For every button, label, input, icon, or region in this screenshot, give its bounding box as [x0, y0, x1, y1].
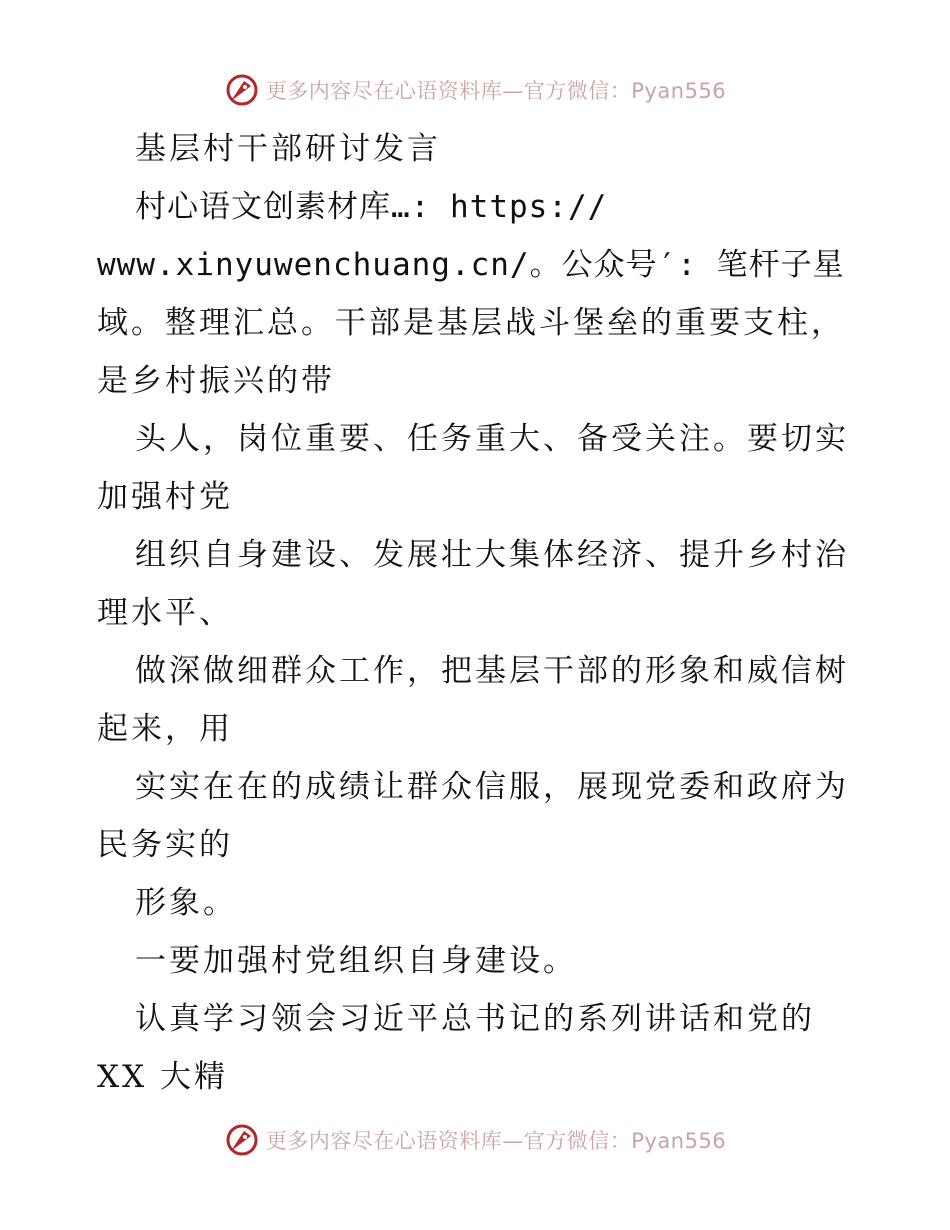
text-line: 起来，用 — [97, 711, 233, 747]
pen-nib-logo-icon — [224, 72, 260, 108]
document-title: 基层村干部研讨发言 — [135, 131, 441, 167]
text-line: 是乡村振兴的带 — [97, 363, 335, 399]
section-heading: 一要加强村党组织自身建设。 — [135, 943, 577, 979]
text-line: 民务实的 — [97, 827, 233, 863]
text-line: 组织自身建设、发展壮大集体经济、提升乡村治 — [135, 537, 849, 573]
text-line: 理水平、 — [97, 595, 233, 631]
watermark-banner-bottom — [0, 1120, 950, 1160]
text-line: 村心语文创素材库…: https:// — [135, 189, 608, 225]
watermark-text: 更多内容尽在心语资料库—官方微信：Pyan556 — [265, 1129, 727, 1153]
pen-nib-logo-icon — [224, 1122, 260, 1158]
text-line: 做深做细群众工作，把基层干部的形象和威信树 — [135, 653, 849, 689]
text-line: 形象。 — [135, 885, 237, 921]
document-body — [97, 120, 857, 1106]
text-line: 头人，岗位重要、任务重大、备受关注。要切实 — [135, 421, 849, 457]
text-line: 加强村党 — [97, 479, 233, 515]
watermark-banner-top — [0, 70, 950, 110]
text-line: XX 大精 — [97, 1059, 228, 1095]
text-line: 域。整理汇总。干部是基层战斗堡垒的重要支柱， — [97, 305, 845, 341]
text-line: 实实在在的成绩让群众信服，展现党委和政府为 — [135, 769, 849, 805]
text-line: www.xinyuwenchuang.cn/。公众号′: 笔杆子星 — [97, 247, 845, 283]
text-line: 认真学习领会习近平总书记的系列讲话和党的 — [135, 1001, 815, 1037]
watermark-text: 更多内容尽在心语资料库—官方微信：Pyan556 — [265, 79, 727, 103]
